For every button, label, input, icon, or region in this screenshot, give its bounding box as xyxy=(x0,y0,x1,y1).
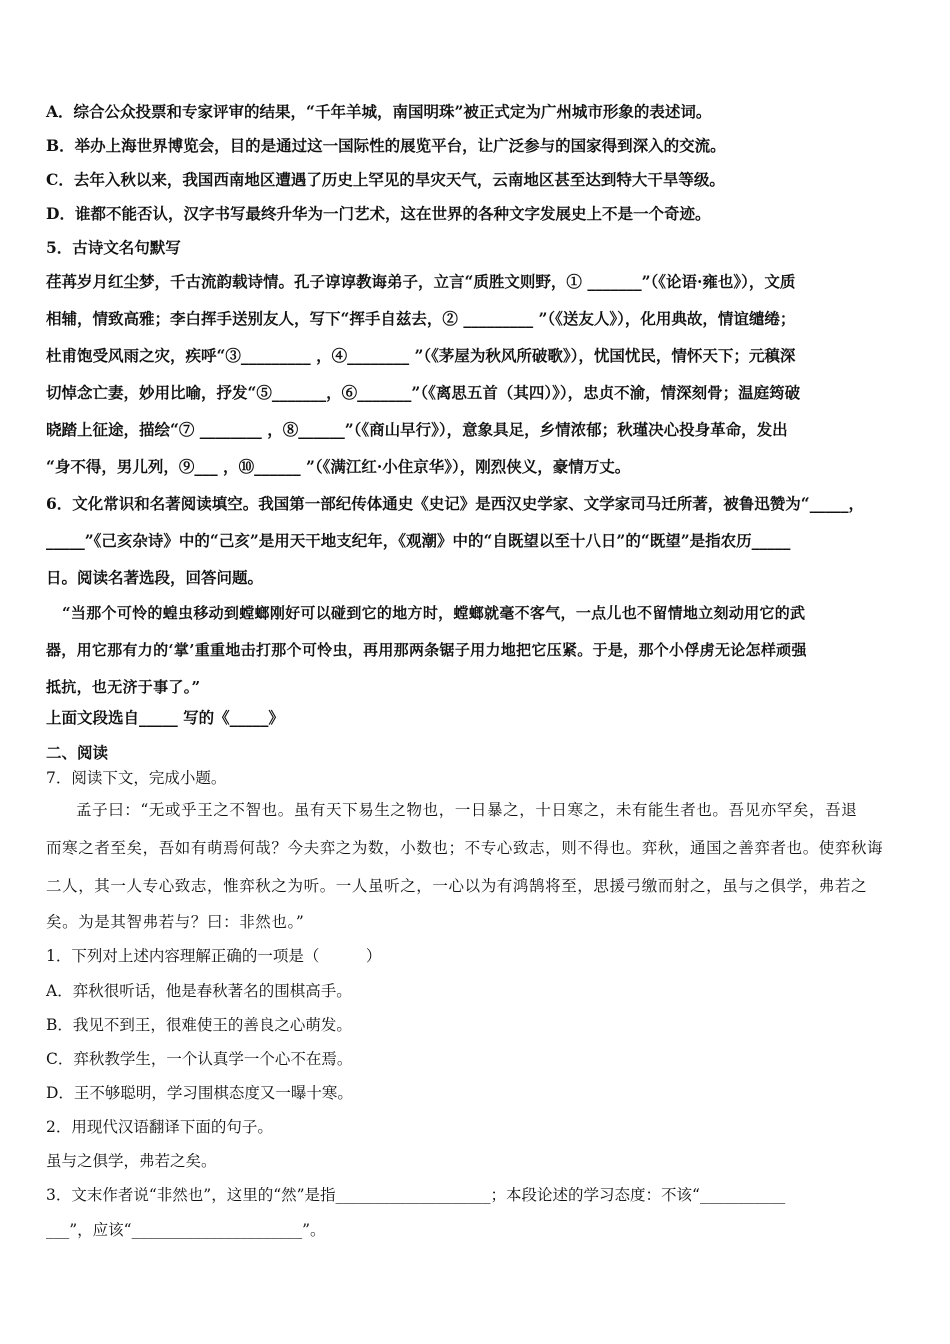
sub1-option-c: C．弈秋教学生，一个认真学一个心不在焉。 xyxy=(46,1050,353,1068)
q5-line: 切悼念亡妻，妙用比喻，抒发“⑤_______，⑥_______”（《离思五首（其四）》），忠贞不渝，情深刻骨；温庭筠破 xyxy=(46,383,801,402)
q6-line: 6．文化常识和名著阅读填空。我国第一部纪传体通史《史记》是西汉史学家、文学家司马迁所著，被鲁迅赞为“_____， xyxy=(46,494,864,513)
q4-option-a: A．综合公众投票和专家评审的结果，“千年羊城，南国明珠”被正式定为广州城市形象的表述词。 xyxy=(46,102,712,121)
q6-source-line: 上面文段选自_____ 写的《_____》 xyxy=(46,708,284,727)
q6-quote-line: 抵抗，也无济于事了。” xyxy=(46,678,201,696)
passage-line: 二人，其一人专心致志，惟弈秋之为听。一人虽听之，一心以为有鸿鹄将至，思援弓缴而射之，虽与之俱学，弗若之 xyxy=(46,877,868,895)
q6-quote-line: “当那个可怜的蝗虫移动到螳螂刚好可以碰到它的地方时，螳螂就毫不客气，一点儿也不留情地立刻动用它的武 xyxy=(62,604,806,622)
sub1-option-b: B．我见不到王，很难使王的善良之心萌发。 xyxy=(46,1016,352,1034)
passage-line: 孟子曰：“无或乎王之不智也。虽有天下易生之物也，一日暴之，十日寒之，未有能生者也。吾见亦罕矣，吾退 xyxy=(76,801,858,819)
q5-line: 晓踏上征途，描绘“⑦ ________ ，⑧______”（《商山早行》），意象具足，乡情浓郁；秋瑾决心投身革命，发出 xyxy=(46,420,788,439)
q4-option-d: D．谁都不能否认，汉字书写最终升华为一门艺术，这在世界的各种文字发展史上不是一个奇迹。 xyxy=(46,204,711,223)
sub-question-3-cont: ___”，应该“______________________”。 xyxy=(46,1221,326,1239)
q6-line: _____”《己亥杂诗》中的“己亥”是用天干地支纪年，《观潮》中的“自既望以至十八日”的“既望”是指农历_____ xyxy=(46,531,791,550)
sub-question-1: 1．下列对上述内容理解正确的一项是（ ） xyxy=(46,947,382,965)
q5-line: 相辅，情致高雅；李白挥手送别友人，写下“挥手自兹去，② _________ ”（《送友人》），化用典故，情谊缱绻； xyxy=(46,309,796,328)
q4-option-c: C．去年入秋以来，我国西南地区遭遇了历史上罕见的旱灾天气，云南地区甚至达到特大干旱等级。 xyxy=(46,170,725,189)
sub1-option-a: A．弈秋很听话，他是春秋著名的围棋高手。 xyxy=(46,982,352,1000)
q6-line: 日。阅读名著选段，回答问题。 xyxy=(46,568,264,587)
section-title: 二、阅读 xyxy=(46,743,109,762)
q4-option-b: B．举办上海世界博览会，目的是通过这一国际性的展览平台，让广泛参与的国家得到深入的交流。 xyxy=(46,136,726,155)
q5-line: 杜甫饱受风雨之灾，疾呼“③_________ ，④________ ”（《茅屋为秋风所破歌》），忧国忧民，情怀天下；元稹深 xyxy=(46,346,796,365)
q7-stem: 7．阅读下文，完成小题。 xyxy=(46,769,227,787)
sub-question-2: 2．用现代汉语翻译下面的句子。 xyxy=(46,1118,273,1136)
passage-line: 而寒之者至矣，吾如有萌焉何哉？今夫弈之为数，小数也；不专心致志，则不得也。弈秋，通国之善弈者也。使弈秋诲 xyxy=(46,839,884,857)
q5-title: 5．古诗文名句默写 xyxy=(46,238,181,257)
sub1-option-d: D．王不够聪明，学习围棋态度又一曝十寒。 xyxy=(46,1084,353,1102)
sub-question-3: 3．文末作者说“非然也”，这里的“然”是指____________________；本段论述的学习态度：不该“___________ xyxy=(46,1186,786,1204)
passage-line: 矣。为是其智弗若与？曰：非然也。” xyxy=(46,913,305,931)
sub2-sentence: 虽与之俱学，弗若之矣。 xyxy=(46,1152,217,1170)
q6-quote-line: 器，用它那有力的‘掌’重重地击打那个可怜虫，再用那两条锯子用力地把它压紧。于是，那个小俘虏无论怎样顽强 xyxy=(46,641,807,659)
q5-line: “身不得，男儿列，⑨___ ，⑩______ ”（《满江红·小住京华》），刚烈侠义，豪情万丈。 xyxy=(46,457,631,476)
q5-line: 荏苒岁月红尘梦，千古流韵载诗情。孔子谆谆教诲弟子，立言“质胜文则野，① _______”（《论语·雍也》），文质 xyxy=(46,272,796,291)
